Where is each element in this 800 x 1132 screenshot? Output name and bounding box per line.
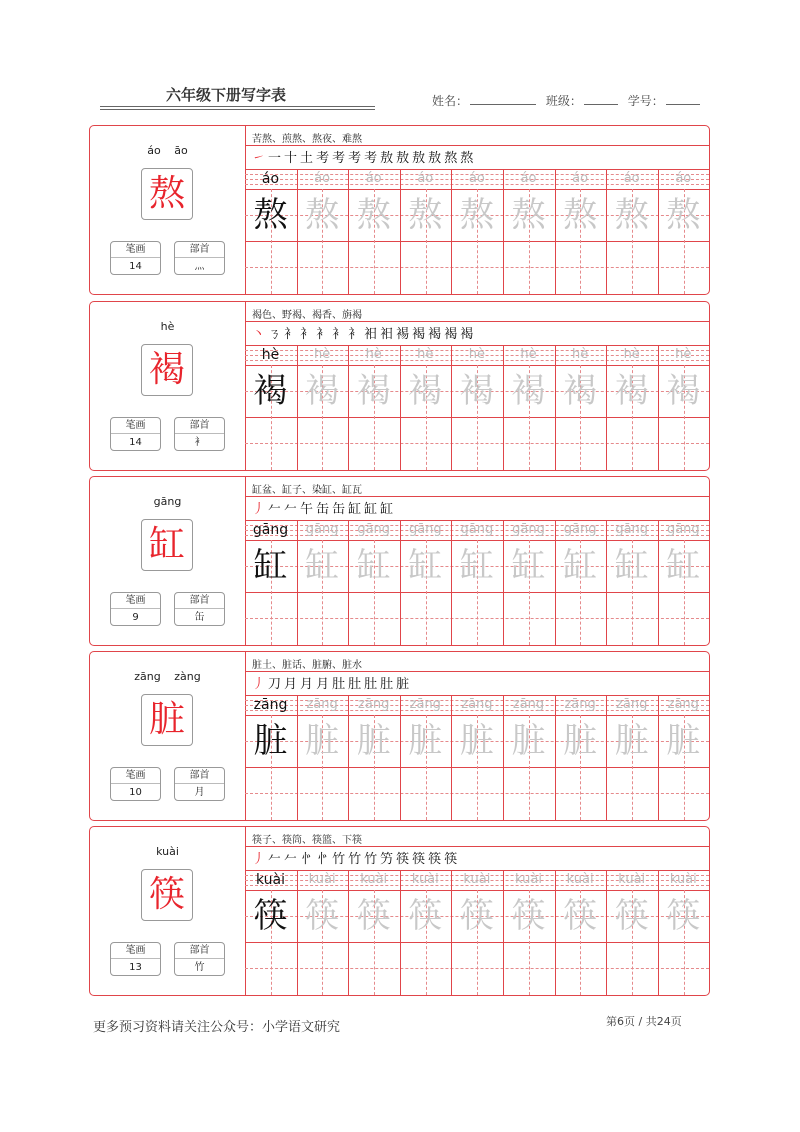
character-display: 脏 [141, 694, 193, 746]
stroke-step: 敖 [396, 151, 410, 166]
practice-character: 筷 [614, 896, 649, 936]
practice-pinyin: kuài [308, 872, 336, 887]
practice-pinyin: gāng [408, 522, 442, 537]
practice-pinyin: áo [261, 171, 280, 187]
radical-label: 部首 [175, 943, 224, 959]
radical-box [174, 417, 225, 451]
practice-pinyin: kuài [360, 872, 388, 887]
practice-character: 缸 [614, 546, 649, 586]
practice-pinyin: kuài [411, 872, 439, 887]
practice-pinyin: kuài [463, 872, 491, 887]
practice-pinyin: zāng [409, 697, 441, 712]
practice-character: 缸 [511, 546, 546, 586]
character-pinyin: gāng [153, 495, 182, 508]
stroke-step: 筷 [428, 852, 442, 867]
practice-character: 筷 [563, 896, 598, 936]
practice-pinyin: áo [417, 171, 434, 186]
stroke-step: 考 [348, 151, 362, 166]
stroke-step: 肚 [380, 677, 394, 692]
practice-character: 脏 [408, 721, 443, 761]
practice-character: 缸 [666, 546, 701, 586]
footer-text: 更多预习资料请关注公众号：小学语文研究 [93, 1020, 341, 1035]
practice-character: 褐 [614, 371, 649, 411]
practice-pinyin: áo [365, 171, 382, 186]
stroke-step: 丿 [252, 502, 266, 517]
stroke-step: 午 [300, 502, 314, 517]
stroke-step: 肚 [348, 677, 362, 692]
stroke-order [252, 325, 476, 345]
row-divider [245, 671, 709, 672]
stroke-count-box [110, 417, 161, 451]
practice-pinyin: kuài [515, 872, 542, 887]
word-list: 脏土、脏话、脏腑、脏水 [252, 660, 362, 671]
radical-value: 灬 [194, 261, 205, 272]
word-list: 缸盆、缸子、染缸、缸瓦 [252, 485, 362, 496]
stroke-step: ㇀ [252, 151, 266, 166]
name-blank[interactable] [470, 92, 536, 105]
stroke-order [252, 149, 476, 169]
stroke-step: 缸 [364, 502, 378, 517]
practice-character: 熬 [459, 195, 494, 235]
stroke-count-value: 13 [129, 962, 142, 973]
character-display: 褐 [141, 344, 193, 396]
practice-character: 褐 [408, 371, 443, 411]
practice-pinyin: hè [417, 347, 434, 362]
stroke-step: 褐 [428, 327, 442, 342]
practice-pinyin: zāng [512, 697, 545, 712]
student-info-fields [432, 92, 706, 109]
stroke-step: 衵 [380, 327, 394, 342]
stroke-step: 缶 [316, 502, 330, 517]
stroke-step: 丿 [252, 852, 266, 867]
stroke-step: 脏 [396, 677, 410, 692]
practice-pinyin: zāng [616, 697, 648, 712]
practice-pinyin: hè [468, 347, 486, 362]
stroke-step: 筷 [444, 852, 458, 867]
stroke-step: 褐 [444, 327, 458, 342]
header-title: 六年级下册写字表 [166, 86, 287, 104]
practice-pinyin: kuài [618, 872, 646, 887]
row-divider [245, 345, 709, 346]
practice-character: 脏 [356, 721, 391, 761]
practice-pinyin: áo [675, 171, 692, 186]
row-divider [245, 169, 709, 170]
stroke-step: 一 [268, 151, 282, 166]
practice-character: 熬 [511, 195, 546, 235]
stroke-step: 考 [332, 151, 346, 166]
stroke-step: 𠂉 [284, 502, 298, 517]
stroke-count-box [110, 241, 161, 275]
radical-box [174, 767, 225, 801]
character-card [89, 651, 710, 821]
stroke-step: 褐 [460, 327, 474, 342]
stroke-step: 敖 [428, 151, 442, 166]
class-blank[interactable] [584, 92, 618, 105]
stroke-step: 土 [300, 151, 314, 166]
stroke-step: 𠂉 [284, 852, 298, 867]
practice-character: 脏 [511, 721, 546, 761]
practice-pinyin: gāng [512, 522, 545, 537]
word-list: 苦熬、煎熬、熬夜、难熬 [252, 134, 362, 145]
practice-pinyin: gāng [305, 522, 339, 537]
practice-character: 熬 [563, 195, 598, 235]
stroke-count-box [110, 592, 161, 626]
character-info-panel [90, 126, 246, 294]
practice-character: 脏 [563, 721, 598, 761]
practice-pinyin: áo [520, 171, 537, 186]
stroke-count-label: 笔画 [111, 593, 160, 609]
stroke-count-label: 笔画 [111, 418, 160, 434]
stroke-count-box [110, 942, 161, 976]
stroke-step: 竻 [380, 852, 394, 867]
practice-character: 褐 [305, 371, 340, 411]
practice-pinyin: áo [572, 171, 589, 186]
word-list: 褐色、野褐、褐香、旃褐 [252, 310, 362, 321]
stroke-step: 月 [300, 677, 314, 692]
practice-pinyin: zāng [667, 697, 699, 712]
stroke-count-value: 14 [129, 437, 142, 448]
practice-character: 熬 [614, 195, 649, 235]
stroke-step: 缸 [348, 502, 362, 517]
character-card [89, 476, 710, 646]
stroke-step: 㣺 [300, 852, 314, 867]
practice-character: 褐 [459, 371, 494, 411]
stroke-step: 十 [284, 151, 298, 166]
practice-pinyin: hè [623, 347, 640, 362]
practice-character: 缸 [459, 546, 494, 586]
stroke-step: 考 [364, 151, 378, 166]
stroke-count-value: 9 [132, 612, 139, 623]
header-underline [100, 109, 375, 110]
practice-character: 筷 [305, 896, 340, 936]
stroke-step: 缶 [332, 502, 346, 517]
stroke-step: 肚 [364, 677, 378, 692]
radical-box [174, 942, 225, 976]
practice-pinyin: hè [365, 347, 382, 362]
practice-character: 筷 [253, 896, 288, 936]
practice-pinyin: gāng [357, 522, 391, 537]
practice-character: 缸 [253, 546, 288, 586]
stroke-step: 衤 [348, 327, 362, 342]
radical-value: 衤 [194, 437, 205, 448]
row-divider [245, 870, 709, 871]
stroke-count-box [110, 767, 161, 801]
character-card [89, 125, 710, 295]
stroke-step: 𠂉 [268, 502, 282, 517]
stroke-step: 竹 [364, 852, 378, 867]
practice-pinyin: zāng [461, 697, 493, 712]
stroke-step: 月 [284, 677, 298, 692]
practice-character: 褐 [666, 371, 701, 411]
practice-character: 筷 [511, 896, 546, 936]
name-label: 姓名： [432, 94, 469, 108]
stroke-step: 衤 [300, 327, 314, 342]
character-pinyin: zāng zàng [134, 670, 201, 683]
practice-pinyin: gāng [460, 522, 494, 537]
stroke-step: 衵 [364, 327, 378, 342]
stroke-step: 筷 [412, 852, 426, 867]
practice-pinyin: hè [261, 347, 280, 363]
practice-pinyin: zāng [564, 697, 596, 712]
stroke-step: 褐 [412, 327, 426, 342]
practice-pinyin: kuài [669, 872, 697, 887]
stroke-step: 衤 [332, 327, 346, 342]
row-divider [245, 846, 709, 847]
radical-value: 月 [194, 787, 205, 798]
practice-pinyin: gāng [563, 522, 597, 537]
stroke-order [252, 675, 412, 695]
stroke-step: 考 [316, 151, 330, 166]
radical-label: 部首 [175, 418, 224, 434]
practice-pinyin: kuài [566, 872, 594, 887]
practice-character: 筷 [356, 896, 391, 936]
stroke-step: 熬 [444, 151, 458, 166]
practice-character: 筷 [408, 896, 443, 936]
practice-pinyin: zāng [306, 697, 338, 712]
stroke-count-label: 笔画 [111, 242, 160, 258]
practice-pinyin: gāng [615, 522, 649, 537]
stroke-step: 丶 [252, 327, 266, 342]
practice-character: 脏 [614, 721, 649, 761]
practice-character: 褐 [511, 371, 546, 411]
character-card [89, 301, 710, 471]
radical-box [174, 592, 225, 626]
practice-pinyin: hè [571, 347, 589, 362]
practice-character: 脏 [666, 721, 701, 761]
practice-character: 缸 [408, 546, 443, 586]
stroke-step: 衤 [316, 327, 330, 342]
practice-pinyin: hè [675, 347, 692, 362]
character-pinyin: hè [160, 320, 175, 333]
practice-character: 褐 [563, 371, 598, 411]
stroke-step: 㣺 [316, 852, 330, 867]
page-number: 第6页 / 共24页 [606, 1015, 682, 1028]
practice-character: 脏 [459, 721, 494, 761]
radical-box [174, 241, 225, 275]
stroke-step: 敖 [412, 151, 426, 166]
radical-label: 部首 [175, 242, 224, 258]
character-info-panel [90, 652, 246, 820]
radical-value: 竹 [194, 962, 205, 973]
practice-character: 褐 [356, 371, 391, 411]
practice-pinyin: gāng [252, 522, 289, 538]
stroke-step: 裼 [396, 327, 410, 342]
practice-character: 缸 [563, 546, 598, 586]
row-divider [245, 695, 709, 696]
practice-character: 熬 [356, 195, 391, 235]
practice-pinyin: zāng [253, 697, 288, 713]
practice-character: 筷 [459, 896, 494, 936]
stroke-step: 竹 [332, 852, 346, 867]
stroke-count-label: 笔画 [111, 768, 160, 784]
stroke-count-value: 10 [129, 787, 142, 798]
practice-character: 脏 [253, 721, 288, 761]
practice-character: 熬 [408, 195, 443, 235]
stroke-count-value: 14 [129, 261, 142, 272]
stroke-step: 肚 [332, 677, 346, 692]
character-info-panel [90, 477, 246, 645]
radical-label: 部首 [175, 768, 224, 784]
stroke-step: 衤 [284, 327, 298, 342]
stroke-step: 月 [316, 677, 330, 692]
practice-pinyin: zāng [358, 697, 390, 712]
stroke-step: 熬 [460, 151, 474, 166]
practice-character: 缸 [305, 546, 340, 586]
stroke-count-label: 笔画 [111, 943, 160, 959]
practice-character: 熬 [253, 195, 288, 235]
practice-character: 熬 [666, 195, 701, 235]
practice-character: 褐 [253, 371, 288, 411]
character-display: 熬 [141, 168, 193, 220]
character-card [89, 826, 710, 996]
practice-pinyin: gāng [666, 522, 700, 537]
character-display: 筷 [141, 869, 193, 921]
stroke-step: 刀 [268, 677, 282, 692]
practice-character: 筷 [666, 896, 701, 936]
class-label: 班级： [545, 94, 582, 108]
practice-pinyin: hè [520, 347, 537, 362]
stroke-step: 敖 [380, 151, 394, 166]
stroke-step: 丿 [252, 677, 266, 692]
practice-character: 脏 [305, 721, 340, 761]
stroke-step: ㄋ [268, 327, 282, 342]
stroke-order [252, 500, 396, 520]
character-info-panel [90, 302, 246, 470]
practice-pinyin: áo [623, 171, 640, 186]
id-label: 学号： [627, 94, 664, 108]
practice-pinyin: hè [313, 347, 331, 362]
row-divider [245, 496, 709, 497]
character-pinyin: áo āo [147, 144, 188, 157]
character-display: 缸 [141, 519, 193, 571]
row-divider [245, 520, 709, 521]
row-divider [245, 145, 709, 146]
stroke-step: 竹 [348, 852, 362, 867]
stroke-step: 缸 [380, 502, 394, 517]
radical-label: 部首 [175, 593, 224, 609]
word-list: 筷子、筷筒、筷篮、下筷 [252, 835, 362, 846]
character-pinyin: kuài [156, 845, 179, 858]
character-info-panel [90, 827, 246, 995]
stroke-order [252, 850, 460, 870]
id-blank[interactable] [666, 92, 700, 105]
header-underline [100, 106, 375, 107]
stroke-step: 𠂉 [268, 852, 282, 867]
practice-character: 熬 [305, 195, 340, 235]
row-divider [245, 321, 709, 322]
practice-pinyin: kuài [255, 872, 286, 888]
radical-value: 缶 [194, 612, 205, 623]
stroke-step: 筷 [396, 852, 410, 867]
practice-pinyin: áo [468, 171, 485, 186]
practice-pinyin: áo [314, 171, 331, 186]
practice-character: 缸 [356, 546, 391, 586]
